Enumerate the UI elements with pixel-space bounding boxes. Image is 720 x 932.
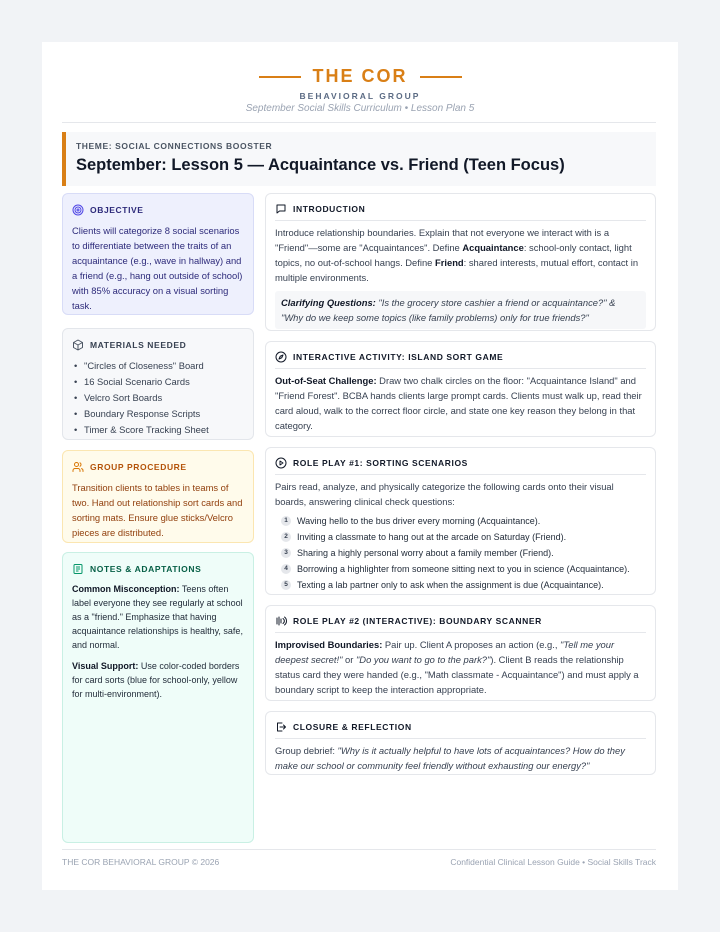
notes-heading: [72, 563, 244, 575]
roleplay2-text-part: or: [342, 654, 356, 665]
target-icon: [72, 204, 84, 216]
scenario-item: [275, 529, 646, 545]
roleplay2-text-part: Pair up. Client A proposes an action (e.g.,: [382, 639, 561, 650]
notepad-icon: [72, 563, 84, 575]
brand-line-left: [259, 76, 301, 78]
scenario-item: [275, 577, 646, 593]
users-icon: [72, 461, 84, 473]
activity-heading: [275, 351, 646, 363]
brand-name: THE COR: [312, 66, 408, 86]
scenario-item: [275, 513, 646, 529]
theme-label: THEME: SOCIAL CONNECTIONS BOOSTER: [76, 141, 273, 151]
roleplay1-divider: [275, 474, 646, 475]
footer-note: Confidential Clinical Lesson Guide • Social Skills Track: [450, 857, 656, 867]
materials-item: • Velcro Sort Boards: [72, 390, 244, 406]
closure-card: [265, 711, 656, 775]
introduction-card: [265, 193, 656, 331]
introduction-text-part: Introduce relationship boundaries. Explain that not everyone we interact with is a "Friend"—some are "Acquaintances". Define: [275, 227, 610, 253]
materials-item: • Boundary Response Scripts: [72, 406, 244, 422]
misconception-note: [72, 582, 244, 652]
introduction-text-part: : shared interests, mutual effort, contact in multiple environments.: [275, 257, 639, 283]
scenario-number: 3: [281, 548, 291, 558]
acquaintance-term: Acquaintance: [462, 242, 524, 253]
introduction-text: [275, 225, 646, 285]
play-circle-icon: [275, 457, 287, 469]
procedure-heading: [72, 461, 244, 473]
brand-line-right: [420, 76, 462, 78]
closure-divider: [275, 738, 646, 739]
activity-body: Draw two chalk circles on the floor: "Acquaintance Island" and "Friend Forest". BCBA hands clients large prompt cards. Clients must walk up, read their card aloud, walk to the correct floor circle, and state one key reason they belong in that category.: [275, 375, 642, 431]
roleplay2-label: Improvised Boundaries:: [275, 639, 383, 650]
activity-text: [275, 373, 646, 433]
roleplay2-quote: "Tell me your deepest secret!": [275, 639, 615, 665]
activity-card: [265, 341, 656, 437]
closure-text: [275, 743, 646, 773]
materials-item: • 16 Social Scenario Cards: [72, 374, 244, 390]
box-icon: [72, 339, 84, 351]
brand-subtitle: BEHAVIORAL GROUP: [299, 91, 421, 101]
roleplay2-card: [265, 605, 656, 701]
scenario-text: Inviting a classmate to hang out at the arcade on Saturday (Friend).: [297, 532, 567, 542]
lesson-title: September: Lesson 5 — Acquaintance vs. Friend (Teen Focus): [76, 156, 565, 174]
objective-card: [62, 193, 254, 315]
introduction-heading: [275, 203, 646, 215]
scenario-number: 1: [281, 516, 291, 526]
roleplay1-card: [265, 447, 656, 595]
roleplay1-intro: Pairs read, analyze, and physically categorize the following cards onto their visual boards, answering clinical check questions:: [275, 481, 614, 507]
roleplay1-title: ROLE PLAY #1: SORTING SCENARIOS: [293, 458, 468, 468]
procedure-title: GROUP PROCEDURE: [90, 462, 187, 472]
visual-support-label: Visual Support:: [72, 661, 139, 671]
materials-heading: [72, 339, 244, 351]
footer-divider: [62, 849, 656, 850]
lesson-page: [42, 42, 678, 890]
notes-title: NOTES & ADAPTATIONS: [90, 564, 202, 574]
scenario-item: [275, 545, 646, 561]
scenario-text: Waving hello to the bus driver every morning (Acquaintance).: [297, 516, 541, 526]
roleplay2-title: ROLE PLAY #2 (INTERACTIVE): BOUNDARY SCANNER: [293, 616, 542, 626]
closure-title: CLOSURE & REFLECTION: [293, 722, 412, 732]
closure-quote: "Why is it actually helpful to have lots of acquaintances? How do they make our school or community feel friendly without exhausting our energy?": [275, 745, 625, 771]
roleplay1-heading: [275, 457, 646, 469]
scenario-item: [275, 561, 646, 577]
materials-list: [72, 358, 244, 438]
friend-term: Friend: [435, 257, 464, 268]
compass-icon: [275, 351, 287, 363]
materials-item: • Timer & Score Tracking Sheet: [72, 422, 244, 438]
visual-support-text: Use color-coded borders for card sorts (blue for school-only, yellow for multi-environment).: [72, 661, 240, 699]
curriculum-tagline: September Social Skills Curriculum • Lesson Plan 5: [245, 103, 475, 114]
closure-text-part: Group debrief:: [275, 745, 338, 756]
introduction-title: INTRODUCTION: [293, 204, 366, 214]
roleplay2-divider: [275, 632, 646, 633]
scenario-text: Sharing a highly personal worry about a family member (Friend).: [297, 548, 554, 558]
objective-heading: [72, 204, 244, 216]
scenario-text: Texting a lab partner only to ask when the assignment is due (Acquaintance).: [297, 580, 604, 590]
procedure-text: Transition clients to tables in teams of two. Hand out relationship sort cards and sorting mats. Ensure glue sticks/Velcro pieces are distributed.: [72, 482, 243, 538]
procedure-card: [62, 450, 254, 543]
header-divider: [62, 122, 656, 123]
roleplay2-heading: [275, 615, 646, 627]
voice-wave-icon: [275, 615, 287, 627]
scenario-number: 5: [281, 580, 291, 590]
closure-heading: [275, 721, 646, 733]
scenario-text: Borrowing a highlighter from someone sitting next to you in science (Acquaintance).: [297, 564, 630, 574]
scenario-number: 4: [281, 564, 291, 574]
footer-copyright: THE COR BEHAVIORAL GROUP © 2026: [62, 857, 220, 867]
notes-card: [62, 552, 254, 843]
introduction-text-part: : school-only contact, light topics, no out-of-school hangs. Define: [275, 242, 632, 268]
brand-header: [42, 66, 678, 87]
scenario-number: 2: [281, 532, 291, 542]
activity-label: Out-of-Seat Challenge:: [275, 375, 377, 386]
clarifying-label: Clarifying Questions:: [281, 297, 376, 308]
theme-banner: [62, 132, 656, 186]
activity-title: INTERACTIVE ACTIVITY: ISLAND SORT GAME: [293, 352, 504, 362]
activity-divider: [275, 368, 646, 369]
scenario-list: [275, 513, 646, 593]
materials-card: [62, 328, 254, 440]
misconception-label: Common Misconception:: [72, 584, 180, 594]
chat-bubble-icon: [275, 203, 287, 215]
clarifying-text: "Is the grocery store cashier a friend or acquaintance?" & "Why do we keep some topics (like family problems) only for true friends?": [281, 297, 616, 323]
objective-title: OBJECTIVE: [90, 205, 144, 215]
roleplay2-text-part: ). Client B reads the relationship status card they were handed (e.g., "Math classmate - Acquaintance") and must apply a boundary script to keep the interaction appropriate.: [275, 654, 639, 695]
roleplay2-text: [275, 637, 646, 697]
materials-title: MATERIALS NEEDED: [90, 340, 187, 350]
visual-support-note: [72, 659, 244, 701]
objective-text: Clients will categorize 8 social scenarios to differentiate between the traits of an acquaintance (e.g., wave in hallway) and a friend (e.g., hang out outside of school) with 85% accuracy on a visual sorting task.: [72, 225, 243, 311]
introduction-divider: [275, 220, 646, 221]
roleplay2-quote: "Do you want to go to the park?": [355, 654, 491, 665]
clarifying-questions: [275, 291, 646, 329]
materials-item: • "Circles of Closeness" Board: [72, 358, 244, 374]
misconception-text: Teens often label everyone they see regularly at school as a "friend." Emphasize that having acquaintance relationships is healthy, safe, and normal.: [72, 584, 243, 650]
exit-arrow-icon: [275, 721, 287, 733]
